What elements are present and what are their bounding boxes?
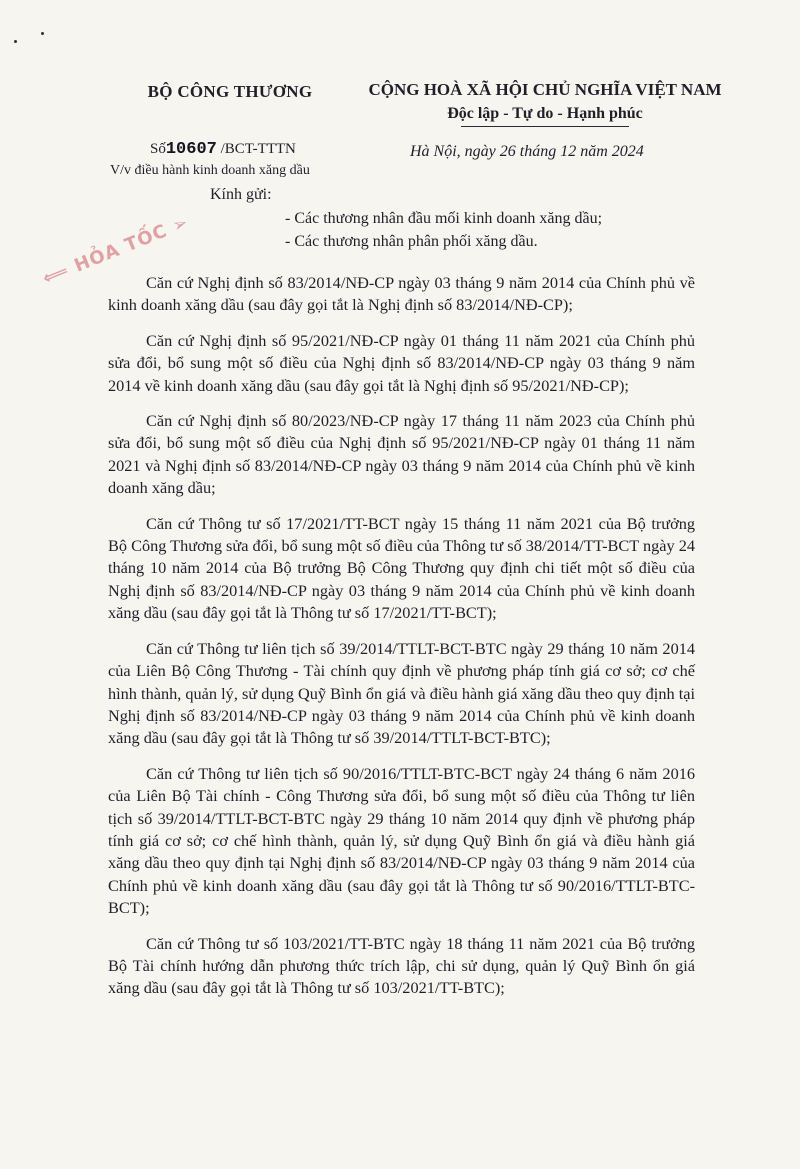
stamp-text: HỎA TỐC (71, 220, 171, 277)
stamp-arrow-icon: ➢ (169, 211, 193, 238)
issuer-block (100, 82, 360, 102)
legal-basis-paragraph: Căn cứ Nghị định số 83/2014/NĐ-CP ngày 03 tháng 9 năm 2014 của Chính phủ về kinh doanh xăng dầu (sau đây gọi tắt là Nghị định số 83/2014/NĐ-CP); (108, 273, 695, 315)
recipient-item: - Các thương nhân đầu mối kinh doanh xăng dầu; (285, 210, 603, 227)
legal-basis-paragraph: Căn cứ Nghị định số 80/2023/NĐ-CP ngày 17 tháng 11 năm 2023 của Chính phủ sửa đổi, bổ sung một số điều của Nghị định số 95/2021/NĐ-CP ngày 01 tháng 11 năm 2021 và Nghị định số 83/2014/NĐ-CP ngày 03 tháng 9 năm 2014 của Chính phủ về kinh doanh xăng dầu; (108, 411, 695, 498)
recipients-label: Kính gửi: (210, 186, 272, 203)
legal-basis-paragraph: Căn cứ Thông tư số 103/2021/TT-BTC ngày 18 tháng 11 năm 2021 của Bộ trưởng Bộ Tài chính hướng dẫn phương thức trích lập, chi sử dụng, quản lý Quỹ Bình ổn giá xăng dầu (sau đây gọi tắt là Thông tư số 103/2021/TT-BTC); (108, 933, 695, 998)
legal-basis-paragraph: Căn cứ Thông tư liên tịch số 90/2016/TTLT-BTC-BCT ngày 24 tháng 6 năm 2016 của Liên Bộ Tài chính - Công Thương sửa đổi, bổ sung một số điều của Thông tư liên tịch số 39/2014/TTLT-BCT-BTC ngày 29 tháng 10 năm 2014 quy định về phương pháp tính giá cơ sở; cơ chế hình thành, quản lý, sử dụng Quỹ Bình ổn giá và điều hành giá xăng dầu theo quy định tại Nghị định số 83/2014/NĐ-CP ngày 03 tháng 9 năm 2014 của Chính phủ về kinh doanh xăng dầu (sau đây gọi tắt là Thông tư số 90/2016/TTLT-BTC-BCT); (108, 763, 695, 918)
legal-basis-paragraph: Căn cứ Nghị định số 95/2021/NĐ-CP ngày 01 tháng 11 năm 2021 của Chính phủ sửa đổi, bổ sung một số điều của Nghị định số 83/2014/NĐ-CP ngày 03 tháng 9 năm 2014 về kinh doanh xăng dầu (sau đây gọi tắt là Nghị định số 95/2021/NĐ-CP); (108, 330, 695, 395)
document-body (108, 272, 695, 1013)
number-suffix: /BCT-TTTN (220, 141, 296, 157)
issuing-organization: BỘ CÔNG THƯƠNG (147, 82, 313, 101)
scan-speck (41, 32, 44, 35)
date-line: Hà Nội, ngày 26 tháng 12 năm 2024 (410, 143, 644, 160)
national-header (360, 80, 730, 127)
document-number (150, 140, 296, 159)
motto-underline (461, 126, 629, 127)
stamp-arrow-icon: ⟸ (39, 259, 73, 290)
legal-basis-paragraph: Căn cứ Thông tư số 17/2021/TT-BCT ngày 15 tháng 11 năm 2021 của Bộ trưởng Bộ Công Thương sửa đổi, bổ sung một số điều của Thông tư số 38/2014/TT-BCT ngày 24 tháng 10 năm 2014 của Bộ trưởng Bộ Công Thương quy định chi tiết một số điều của Nghị định số 83/2014/NĐ-CP ngày 03 tháng 9 năm 2014 của Chính phủ về kinh doanh xăng dầu (sau đây gọi tắt là Thông tư số 17/2021/TT-BCT); (108, 513, 695, 623)
document-subject: V/v điều hành kinh doanh xăng dầu (110, 163, 310, 178)
national-motto: Độc lập - Tự do - Hạnh phúc (447, 105, 643, 122)
scan-speck (14, 40, 17, 43)
number-prefix: Số (150, 141, 166, 157)
nation-title: CỘNG HOÀ XÃ HỘI CHỦ NGHĨA VIỆT NAM (368, 80, 722, 99)
number-value: 10607 (165, 140, 217, 159)
legal-basis-paragraph: Căn cứ Thông tư liên tịch số 39/2014/TTLT-BCT-BTC ngày 29 tháng 10 năm 2014 của Liên Bộ Công Thương - Tài chính quy định về phương pháp tính giá cơ sở; cơ chế hình thành, quản lý, sử dụng Quỹ Bình ổn giá và điều hành giá xăng dầu theo quy định tại Nghị định số 83/2014/NĐ-CP ngày 03 tháng 9 năm 2014 của Chính phủ về kinh doanh xăng dầu (sau đây gọi tắt là Thông tư số 39/2014/TTLT-BCT-BTC); (108, 638, 695, 748)
recipient-item: - Các thương nhân phân phối xăng dầu. (285, 233, 538, 250)
